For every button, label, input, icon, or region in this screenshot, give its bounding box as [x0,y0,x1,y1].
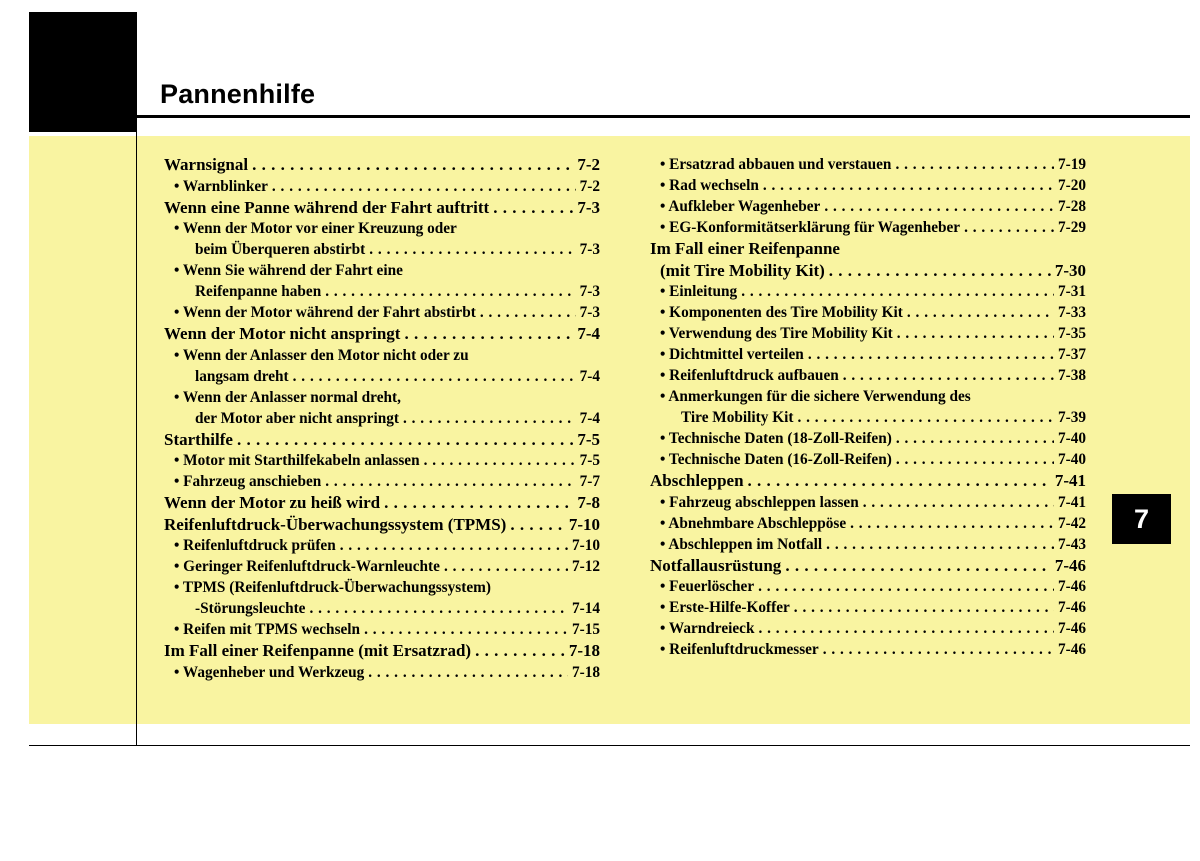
toc-entry[interactable] [650,365,1086,386]
toc-entry-page: 7-20 [1057,177,1086,194]
toc-entry-label: • Verwendung des Tire Mobility Kit [660,325,893,342]
dot-leader [403,408,576,429]
toc-entry[interactable] [650,597,1086,618]
toc-entry[interactable] [164,619,600,640]
toc-entry-page: 7-46 [1057,599,1086,616]
toc-entry-page: 7-31 [1057,283,1086,300]
toc-entry-page: 7-46 [1057,620,1086,637]
toc-entry-label: • Anmerkungen für die sichere Verwendung des [660,388,971,405]
dot-leader [748,470,1051,492]
toc-entry[interactable] [164,239,600,260]
corner-black-block [29,12,137,132]
toc-entry-page: 7-3 [577,197,600,217]
toc-entry [164,260,600,281]
dot-leader [823,639,1054,660]
toc-entry-label: • Technische Daten (16-Zoll-Reifen) [660,451,892,468]
toc-entry-page: 7-46 [1054,555,1086,575]
toc-entry-page: 7-18 [568,641,600,660]
toc-entry-label: • Wenn der Anlasser den Motor nicht oder zu [174,346,469,364]
toc-left-column [164,154,600,683]
toc-entry-label: Notfallausrüstung [650,555,782,575]
toc-entry-page: 7-3 [579,241,600,258]
toc-entry-label: • Fahrzeug abschleppen lassen [660,493,859,511]
toc-entry-page: 7-19 [1057,156,1086,173]
toc-entry-label: • Technische Daten (18-Zoll-Reifen) [660,430,892,447]
toc-entry[interactable] [164,535,600,556]
dot-leader [794,597,1054,618]
toc-entry-label: • Reifenluftdruck aufbauen [660,367,839,384]
toc-entry-label: • Rad wechseln [660,177,759,194]
toc-entry[interactable] [164,662,600,683]
toc-entry[interactable] [650,534,1086,555]
toc-entry[interactable] [650,470,1086,492]
toc-entry-page: 7-38 [1057,367,1086,384]
toc-entry-label: Starthilfe [164,429,233,449]
toc-entry-label: • Abschleppen im Notfall [660,535,823,553]
dot-leader [325,281,575,302]
bottom-rule [29,745,1190,746]
toc-entry-page: 7-10 [568,514,600,534]
toc-entry-page: 7-3 [579,283,600,300]
toc-entry-label: beim Überqueren abstirbt [195,241,366,258]
toc-entry[interactable] [164,556,600,577]
toc-entry[interactable] [650,344,1086,365]
toc-entry[interactable] [650,618,1086,639]
toc-entry [650,386,1086,407]
toc-entry[interactable] [650,302,1086,323]
dot-leader [897,323,1054,344]
toc-entry-label: • Erste-Hilfe-Koffer [660,599,790,616]
toc-entry-page: 7-8 [577,493,600,512]
toc-entry-label: • Fahrzeug anschieben [174,473,322,490]
dot-leader [850,513,1054,534]
toc-entry[interactable] [164,514,600,536]
toc-entry [164,218,600,239]
toc-entry-label: Wenn der Motor nicht anspringt [164,324,401,343]
toc-entry[interactable] [164,492,600,514]
toc-entry[interactable] [164,429,600,451]
toc-entry-page: 7-7 [579,473,600,490]
toc-entry-label: • Reifenluftdruck prüfen [174,537,336,554]
page-title: Pannenhilfe [160,79,316,109]
toc-entry-label: • Reifenluftdruckmesser [660,641,819,658]
toc-entry-page: 7-4 [577,324,600,343]
toc-entry-page: 7-28 [1057,198,1086,215]
toc-entry[interactable] [650,260,1086,282]
toc-entry[interactable] [650,492,1086,513]
toc-entry-label: • Warndreieck [660,620,755,637]
toc-entry[interactable] [650,449,1086,470]
toc-entry[interactable] [164,323,600,345]
dot-leader [843,365,1054,386]
dot-leader [444,556,568,577]
toc-entry[interactable] [650,576,1086,597]
toc-entry-label: • Einleitung [660,283,738,300]
toc-entry-page: 7-10 [571,537,600,554]
toc-entry [164,577,600,598]
toc-entry-label: • Ersatzrad abbauen und verstauen [660,156,892,173]
toc-entry-label: • Wenn der Motor während der Fahrt abstirbt [174,304,476,321]
toc-entry-label: • Komponenten des Tire Mobility Kit [660,304,903,321]
toc-entry-label: • Abnehmbare Abschleppöse [660,514,847,532]
dot-leader [340,535,568,556]
toc-entry[interactable] [650,407,1086,428]
toc-entry-page: 7-40 [1057,430,1086,447]
toc-entry-label: langsam dreht [195,367,289,385]
toc-entry-label: Abschleppen [650,471,744,490]
toc-entry-page: 7-4 [579,409,600,427]
toc-entry[interactable] [164,366,600,387]
dot-leader [763,175,1054,196]
toc-entry-page: 7-37 [1057,346,1086,363]
dot-leader [896,428,1054,449]
dot-leader [964,217,1054,238]
toc-entry-label: Reifenluftdruck-Überwachungssystem (TPMS) [164,514,507,534]
toc-entry-page: 7-30 [1054,260,1086,280]
toc-entry[interactable] [164,302,600,323]
dot-leader [309,598,567,619]
toc-entry[interactable] [164,154,600,176]
dot-leader [384,492,573,514]
toc-entry[interactable] [650,513,1086,534]
toc-entry-label: • Feuerlöscher [660,578,755,595]
dot-leader [785,555,1051,577]
toc-entry-page: 7-15 [571,621,600,638]
dot-leader [895,154,1054,175]
toc-entry[interactable] [650,555,1086,577]
dot-leader [510,514,564,536]
dot-leader [863,492,1054,513]
toc-entry [164,345,600,366]
toc-entry-label: • TPMS (Reifenluftdruck-Überwachungssystem) [174,579,491,596]
toc-entry-page: 7-41 [1054,471,1086,490]
toc-entry-label: • Reifen mit TPMS wechseln [174,621,361,638]
toc-entry-label: Reifenpanne haben [195,283,322,300]
dot-leader [896,449,1054,470]
toc-entry-label: • Wenn Sie während der Fahrt eine [174,262,403,279]
toc-entry[interactable] [164,281,600,302]
toc-entry-page: 7-46 [1057,578,1086,595]
dot-leader [826,534,1054,555]
toc-entry[interactable] [164,197,600,219]
dot-leader [808,344,1054,365]
dot-leader [237,429,573,451]
toc-entry-page: 7-2 [579,177,600,195]
toc-entry-page: 7-43 [1057,535,1086,553]
toc-entry-page: 7-35 [1057,325,1086,342]
toc-entry[interactable] [650,639,1086,660]
dot-leader [797,407,1053,428]
toc-entry[interactable] [164,450,600,471]
toc-entry[interactable] [164,408,600,429]
toc-entry-label: Tire Mobility Kit [681,409,794,426]
toc-entry-label: • Wagenheber und Werkzeug [174,663,365,681]
toc-entry-page: 7-5 [577,429,600,449]
toc-entry[interactable] [650,281,1086,302]
toc-entry[interactable] [164,598,600,619]
toc-entry-label: • Geringer Reifenluftdruck-Warnleuchte [174,558,440,575]
dot-leader [758,576,1054,597]
toc-entry[interactable] [650,196,1086,217]
dot-leader [325,471,575,492]
dot-leader [829,260,1051,282]
dot-leader [907,302,1054,323]
toc-entry-page: 7-46 [1057,641,1086,658]
toc-entry-page: 7-39 [1057,409,1086,426]
toc-entry[interactable] [164,640,600,662]
toc-entry[interactable] [164,176,600,197]
vertical-divider [136,12,137,746]
toc-entry[interactable] [164,471,600,492]
toc-entry-label: Im Fall einer Reifenpanne (mit Ersatzrad) [164,641,472,660]
toc-entry-label: (mit Tire Mobility Kit) [660,260,825,280]
dot-leader [252,154,573,176]
title-underline [137,115,1190,118]
toc-entry[interactable] [650,175,1086,196]
toc-entry-label: Im Fall einer Reifenpanne [650,239,840,258]
toc-entry-page: 7-40 [1057,451,1086,468]
dot-leader [480,302,576,323]
toc-entry-label: • Dichtmittel verteilen [660,346,804,363]
toc-entry-label: • EG-Konformitätserklärung für Wagenheber [660,219,961,236]
toc-entry-page: 7-12 [571,558,600,575]
toc-entry[interactable] [650,154,1086,175]
toc-entry[interactable] [650,323,1086,344]
toc-entry-label: • Wenn der Motor vor einer Kreuzung oder [174,220,457,237]
toc-right-column [650,154,1086,660]
toc-entry[interactable] [650,428,1086,449]
dot-leader [493,197,573,219]
toc-entry-label: der Motor aber nicht anspringt [195,409,399,427]
dot-leader [364,619,568,640]
toc-entry[interactable] [650,217,1086,238]
toc-entry-page: 7-4 [579,367,600,385]
dot-leader [369,239,575,260]
dot-leader [758,618,1054,639]
toc-entry-label: • Aufkleber Wagenheber [660,198,821,215]
dot-leader [741,281,1054,302]
toc-entry-label: Warnsignal [164,155,249,174]
dot-leader [293,366,576,387]
toc-entry-page: 7-3 [579,304,600,321]
toc-entry [164,387,600,408]
toc-entry-label: • Wenn der Anlasser normal dreht, [174,388,401,406]
chapter-tab[interactable]: 7 [1112,494,1171,544]
toc-entry-label: • Warnblinker [174,177,268,195]
dot-leader [404,323,573,345]
dot-leader [272,176,576,197]
toc-entry-page: 7-14 [571,600,600,617]
dot-leader [824,196,1054,217]
toc-entry-label: Wenn eine Panne während der Fahrt auftritt [164,197,490,217]
toc-entry-page: 7-18 [571,663,600,681]
toc-entry-page: 7-33 [1057,304,1086,321]
toc-entry-page: 7-41 [1057,493,1086,511]
toc-entry [650,238,1086,260]
dot-leader [424,450,576,471]
toc-entry-label: Wenn der Motor zu heiß wird [164,493,381,512]
toc-entry-label: -Störungsleuchte [195,600,306,617]
toc-entry-label: • Motor mit Starthilfekabeln anlassen [174,452,420,469]
toc-entry-page: 7-2 [577,155,600,174]
dot-leader [368,662,568,683]
toc-entry-page: 7-5 [579,452,600,469]
toc-entry-page: 7-42 [1057,514,1086,532]
toc-entry-page: 7-29 [1057,219,1086,236]
dot-leader [475,640,565,662]
